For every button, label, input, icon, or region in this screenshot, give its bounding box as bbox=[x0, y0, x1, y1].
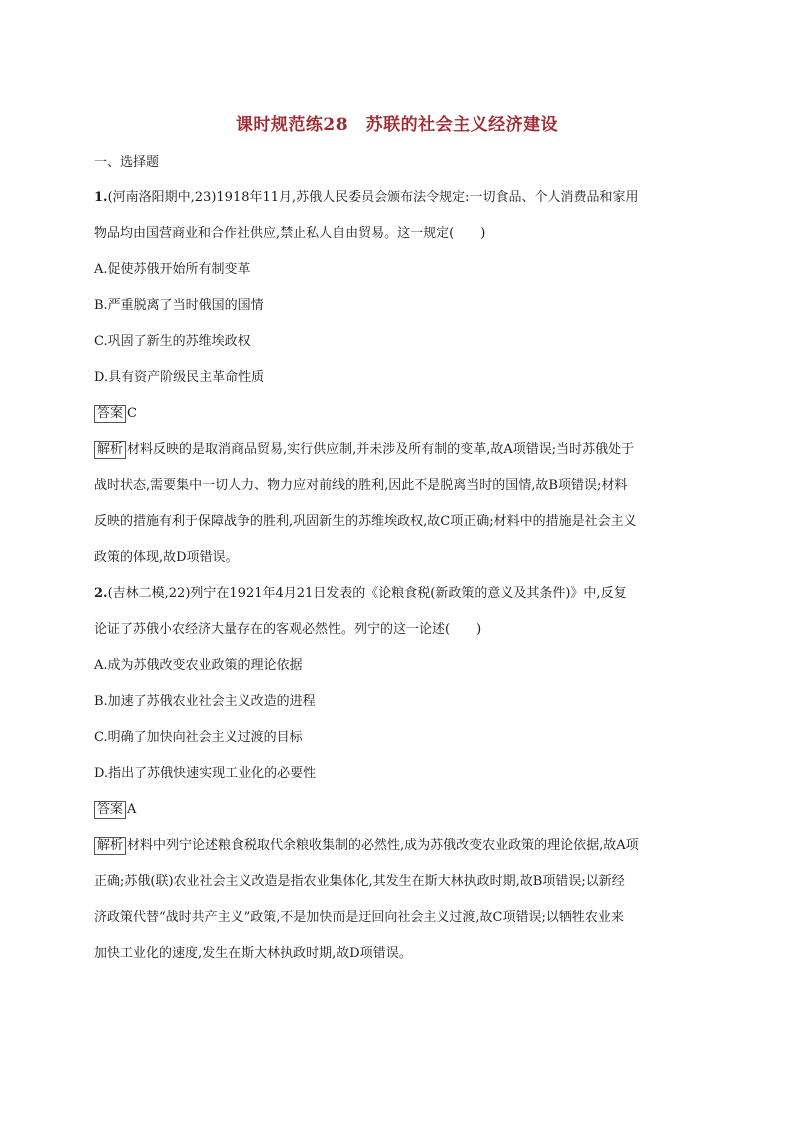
question-1-stem-line-1: 1.(河南洛阳期中,23)1918年11月,苏俄人民委员会颁布法令规定:一切食品、个人消费品和家用 bbox=[94, 190, 639, 205]
question-2-stem-line-1: 2.(吉林二模,22)列宁在1921年4月21日发表的《论粮食税(新政策的意义及其条件)》中,反复 bbox=[94, 586, 627, 601]
question-2-stem-line-2: 论证了苏俄小农经济大量存在的客观必然性。列宁的这一论述( ) bbox=[94, 622, 482, 637]
question-2-analysis-line-2: 正确;苏俄(联)农业社会主义改造是指农业集体化,其发生在斯大林执政时期,故B项错误;以新经 bbox=[94, 874, 625, 889]
question-1-option-b: B.严重脱离了当时俄国的国情 bbox=[94, 298, 264, 313]
question-2-analysis-line-3: 济政策代替“战时共产主义”政策,不是加快而是迂回向社会主义过渡,故C项错误;以牺牲农业来 bbox=[94, 910, 624, 925]
answer-tag: 答案 bbox=[94, 405, 126, 423]
question-2-number: 2. bbox=[94, 586, 108, 601]
answer-tag: 答案 bbox=[94, 801, 126, 819]
question-2-analysis-line-4: 加快工业化的速度,发生在斯大林执政时期,故D项错误。 bbox=[94, 946, 412, 961]
question-2-option-d: D.指出了苏俄快速实现工业化的必要性 bbox=[94, 766, 317, 781]
answer-value: C bbox=[127, 406, 137, 421]
question-1-analysis-line-4: 政策的体现,故D项错误。 bbox=[94, 550, 239, 565]
question-1-answer bbox=[94, 404, 704, 424]
question-1-analysis-line-2: 战时状态,需要集中一切人力、物力应对前线的胜利,因此不是脱离当时的国情,故B项错误;材料 bbox=[94, 478, 628, 493]
question-1-option-c: C.巩固了新生的苏维埃政权 bbox=[94, 334, 251, 349]
question-1-option-d: D.具有资产阶级民主革命性质 bbox=[94, 370, 265, 385]
answer-value: A bbox=[127, 802, 137, 817]
question-1-number: 1. bbox=[94, 190, 108, 205]
question-1-analysis-line-3: 反映的措施有利于保障战争的胜利,巩固新生的苏维埃政权,故C项正确;材料中的措施是社会主义 bbox=[94, 514, 637, 529]
question-2-option-b: B.加速了苏俄农业社会主义改造的进程 bbox=[94, 694, 316, 709]
question-2-option-a: A.成为苏俄改变农业政策的理论依据 bbox=[94, 658, 303, 673]
question-2-option-c: C.明确了加快向社会主义过渡的目标 bbox=[94, 730, 303, 745]
analysis-tag: 解析 bbox=[94, 441, 126, 459]
question-1-option-a: A.促使苏俄开始所有制变革 bbox=[94, 262, 251, 277]
question-2-analysis-line-1: 解析 材料中列宁论述粮食税取代余粮收集制的必然性,成为苏俄改变农业政策的理论依据,故A项 bbox=[94, 836, 704, 856]
question-2-answer bbox=[94, 800, 704, 820]
section-heading: 一、选择题 bbox=[94, 155, 160, 170]
analysis-tag: 解析 bbox=[94, 837, 126, 855]
question-1-stem-line-2: 物品均由国营商业和合作社供应,禁止私人自由贸易。这一规定( ) bbox=[94, 226, 486, 241]
page-title: 课时规范练28 苏联的社会主义经济建设 bbox=[235, 115, 559, 135]
question-1-analysis-line-1: 解析 材料反映的是取消商品贸易,实行供应制,并未涉及所有制的变革,故A项错误;当时苏俄处于 bbox=[94, 440, 704, 460]
